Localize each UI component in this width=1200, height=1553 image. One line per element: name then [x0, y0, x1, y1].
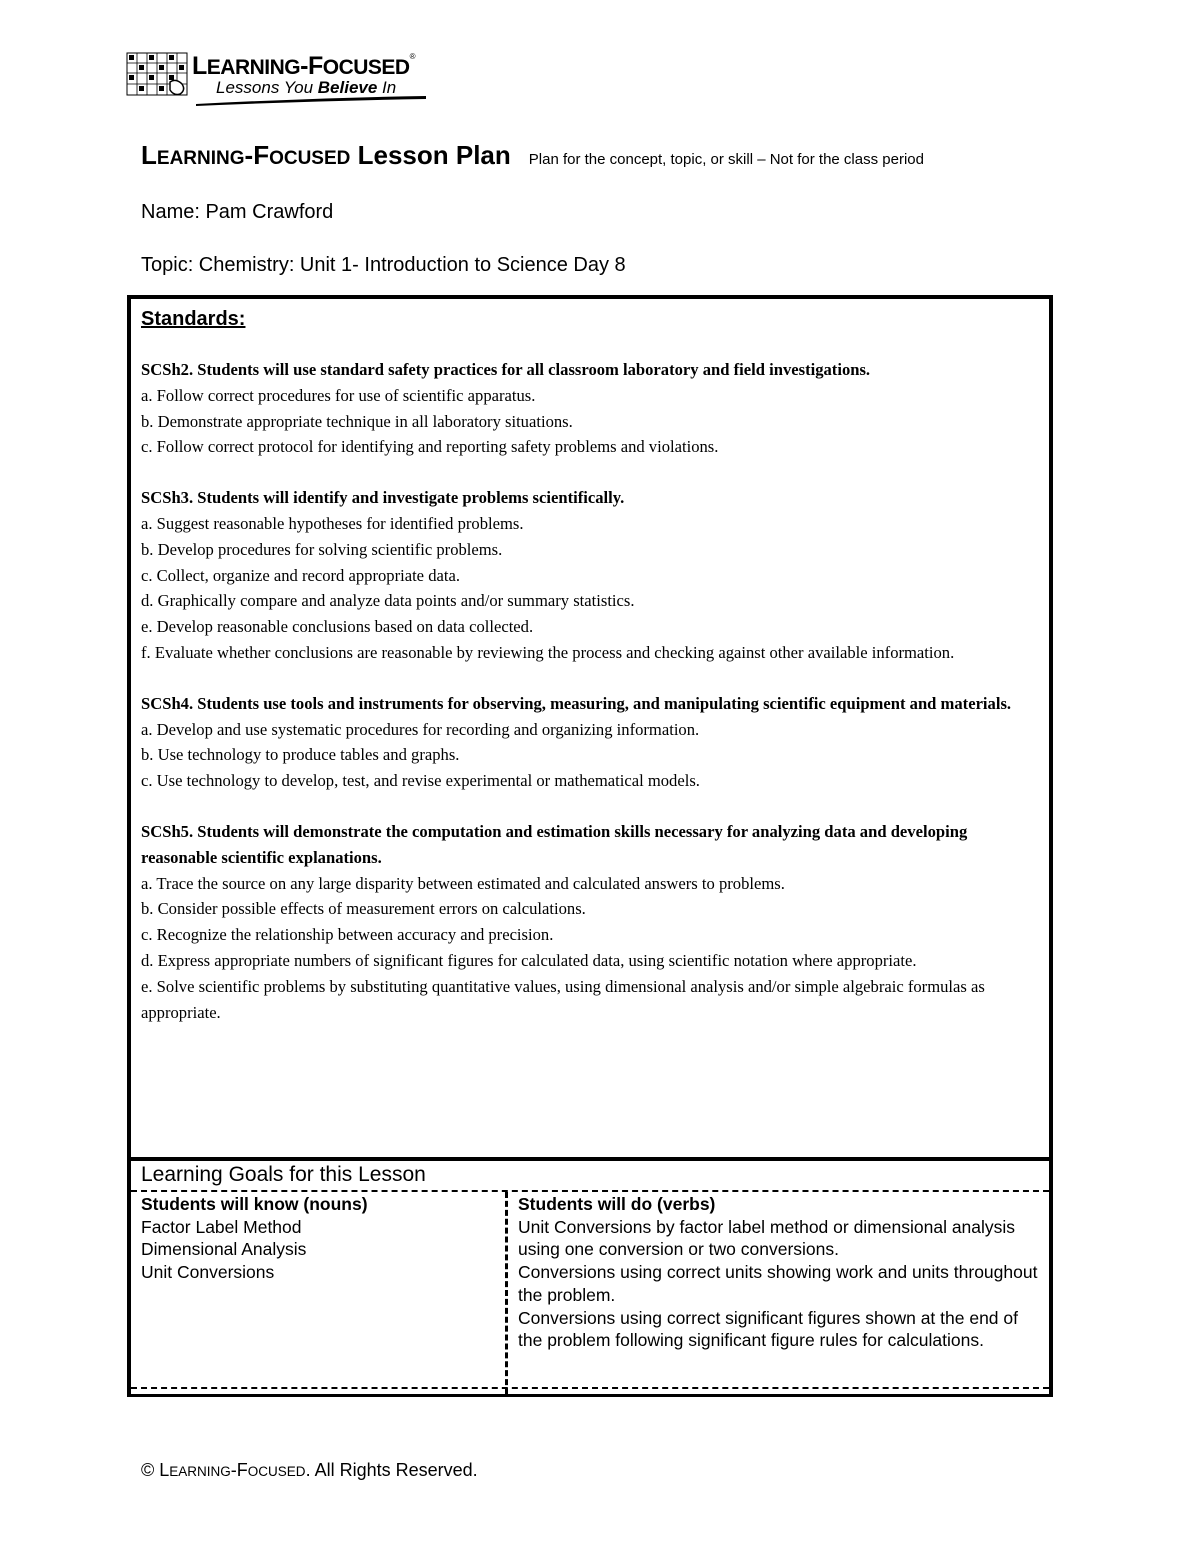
standard-scsh4 [141, 691, 1036, 794]
standard-item: c. Recognize the relationship between accuracy and precision. [141, 925, 554, 945]
standard-item: b. Develop procedures for solving scientific problems. [141, 539, 503, 559]
know-column [141, 1193, 501, 1284]
do-item: Unit Conversions by factor label method or dimensional analysis using one conversion or two conversions. [518, 1216, 1016, 1260]
know-item: Dimensional Analysis [141, 1239, 307, 1260]
swoosh-icon [196, 96, 426, 106]
do-column [518, 1193, 1038, 1352]
copyright-footer: © LEARNING-FOCUSED. All Rights Reserved. [141, 1460, 478, 1480]
teacher-name: Name: Pam Crawford [141, 201, 334, 223]
standard-heading: SCSh2. Students will use standard safety practices for all classroom laboratory and field investigations. [141, 360, 871, 379]
standard-item: a. Follow correct procedures for use of scientific apparatus. [141, 385, 536, 405]
divider [131, 1387, 1049, 1389]
standard-item: b. Use technology to produce tables and graphs. [141, 745, 460, 765]
standard-item: d. Express appropriate numbers of significant figures for calculated data, using scientific notation where appropriate. [141, 950, 917, 970]
know-item: Unit Conversions [141, 1262, 275, 1283]
brand-tagline: Lessons You Believe In [216, 78, 397, 97]
standard-heading: SCSh4. Students use tools and instruments for observing, measuring, and manipulating scientific equipment and materials. [141, 693, 1012, 713]
standard-heading: SCSh3. Students will identify and investigate problems scientifically. [141, 488, 625, 508]
standard-item: b. Consider possible effects of measurement errors on calculations. [141, 899, 586, 919]
standard-item: c. Use technology to develop, test, and revise experimental or mathematical models. [141, 771, 700, 791]
brand-logo [126, 52, 426, 104]
know-heading: Students will know (nouns) [141, 1194, 368, 1214]
standards-section [131, 299, 1049, 1161]
know-item: Factor Label Method [141, 1216, 302, 1237]
do-item: Conversions using correct units showing work and units throughout the problem. [518, 1262, 1038, 1305]
puzzle-logo-icon [126, 52, 188, 98]
column-divider [505, 1192, 508, 1394]
standard-item: a. Suggest reasonable hypotheses for identified problems. [141, 513, 524, 533]
standard-item: a. Trace the source on any large disparity between estimated and calculated answers to problems. [141, 873, 785, 893]
standard-item: f. Evaluate whether conclusions are reasonable by reviewing the process and checking against other available information. [141, 642, 955, 662]
standard-heading: SCSh5. Students will demonstrate the computation and estimation skills necessary for analyzing data and developing reasonable scientific explanations. [141, 821, 968, 867]
standard-item: a. Develop and use systematic procedures for recording and organizing information. [141, 719, 700, 739]
standard-item: c. Follow correct protocol for identifying and reporting safety problems and violations. [141, 437, 719, 457]
standard-item: d. Graphically compare and analyze data points and/or summary statistics. [141, 591, 635, 611]
lesson-topic: Topic: Chemistry: Unit 1- Introduction to Science Day 8 [141, 254, 626, 276]
do-heading: Students will do (verbs) [518, 1194, 716, 1214]
standard-item: e. Develop reasonable conclusions based on data collected. [141, 617, 534, 637]
learning-goals-section [131, 1161, 1049, 1394]
divider [131, 1190, 1049, 1192]
lesson-plan-box [127, 295, 1053, 1397]
learning-goals-title: Learning Goals for this Lesson [141, 1163, 426, 1186]
plan-note: Plan for the concept, topic, or skill – Not for the class period [528, 151, 924, 168]
page-title: LEARNING-FOCUSED Lesson Plan Plan for the concept, topic, or skill – Not for the class period [141, 140, 924, 170]
standards-title: Standards: [141, 308, 246, 330]
standard-scsh2 [141, 357, 1036, 460]
standard-item: b. Demonstrate appropriate technique in all laboratory situations. [141, 411, 573, 431]
do-item: Conversions using correct significant figures shown at the end of the problem following significant figure rules for calculations. [518, 1307, 1018, 1351]
brand-wordmark: LEARNING-FOCUSED® [192, 52, 415, 80]
standard-scsh5 [141, 819, 1036, 1025]
standard-item: c. Collect, organize and record appropriate data. [141, 565, 460, 585]
standard-scsh3 [141, 485, 1036, 666]
standard-item: e. Solve scientific problems by substituting quantitative values, using dimensional analysis and/or simple algebraic formulas as appropriate. [141, 976, 985, 1022]
